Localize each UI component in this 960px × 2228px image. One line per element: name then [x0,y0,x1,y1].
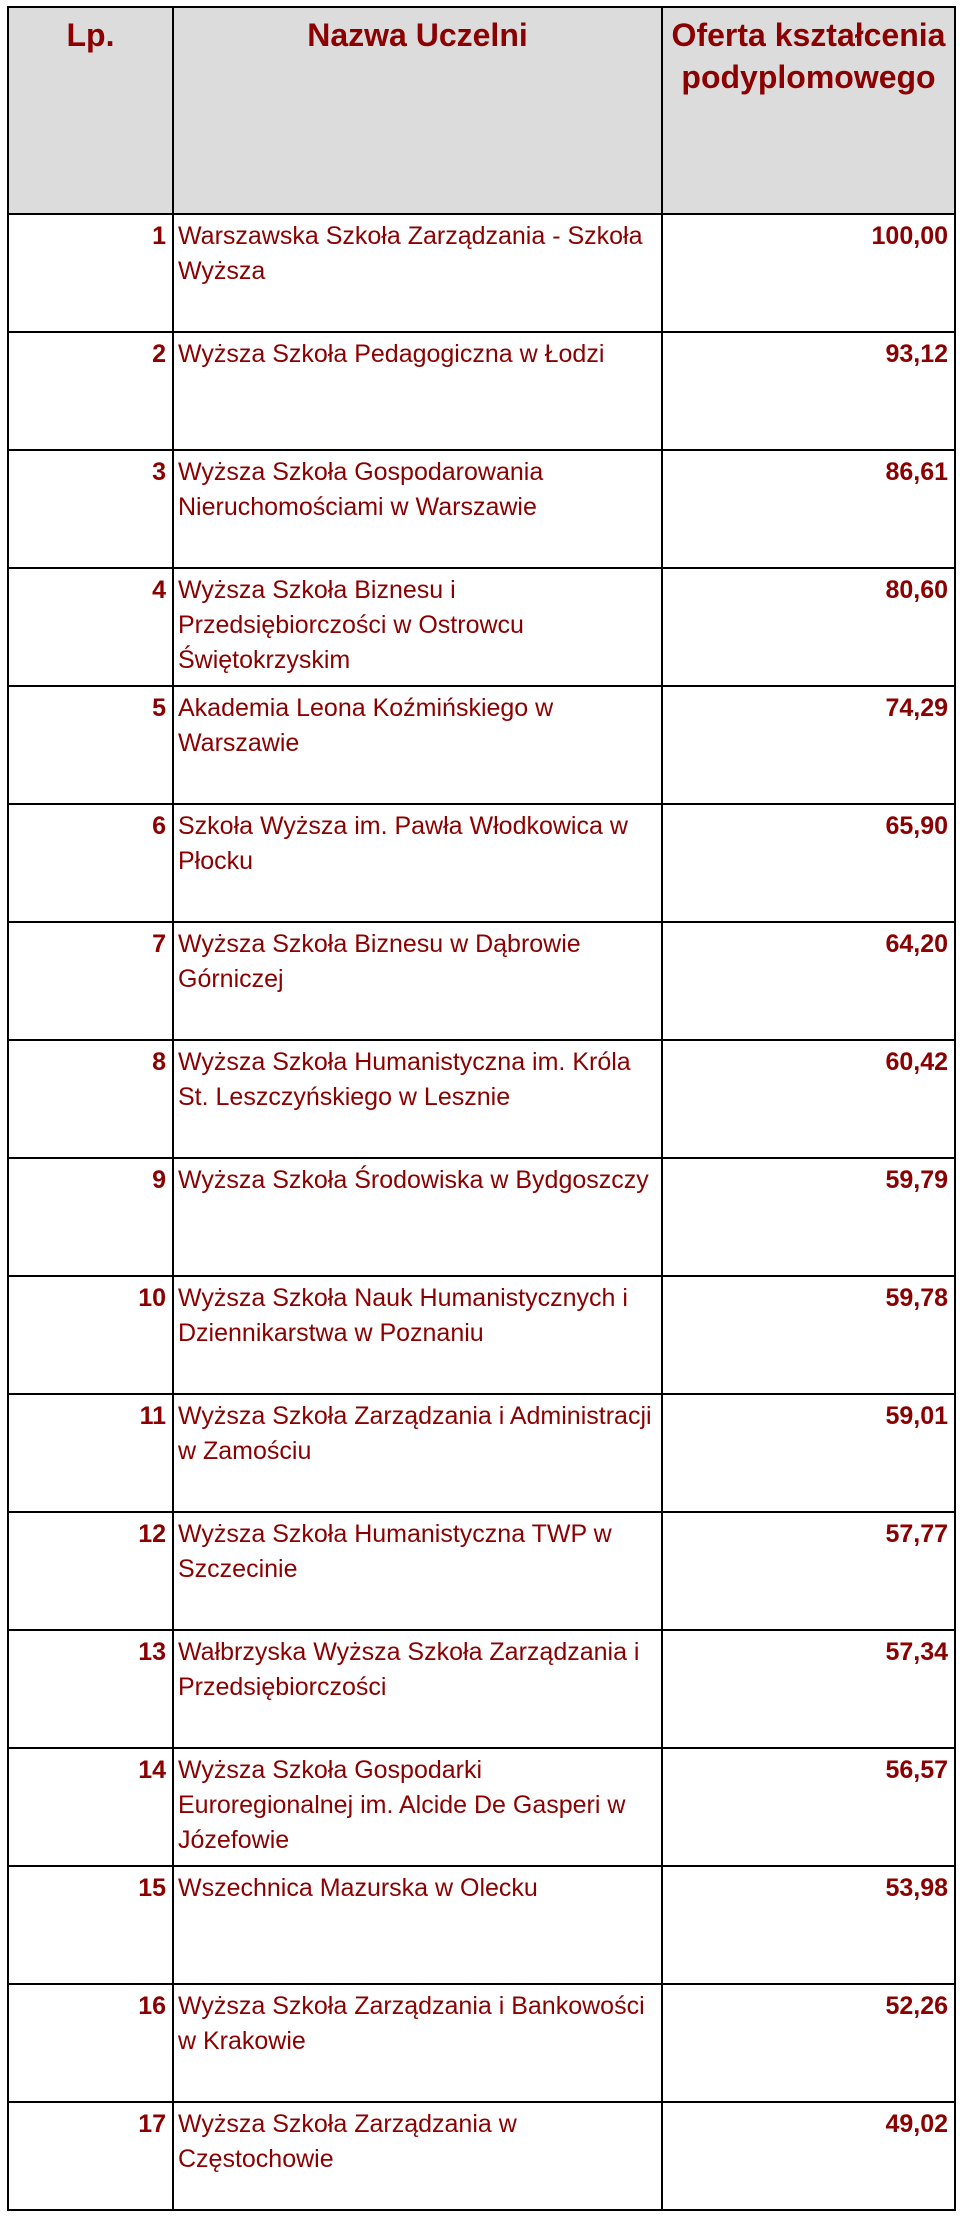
header-row [8,7,955,214]
ranking-table [7,6,956,2211]
row-score: 60,42 [662,1040,955,1158]
row-lp: 1 [8,214,173,332]
row-score: 49,02 [662,2102,955,2210]
row-score: 52,26 [662,1984,955,2102]
row-name: Wyższa Szkoła Nauk Humanistycznych i Dziennikarstwa w Poznaniu [173,1276,662,1394]
row-name: Wałbrzyska Wyższa Szkoła Zarządzania i Przedsiębiorczości [173,1630,662,1748]
row-lp: 5 [8,686,173,804]
row-name: Wszechnica Mazurska w Olecku [173,1866,662,1984]
table-row [8,1276,955,1394]
row-lp: 6 [8,804,173,922]
row-name: Wyższa Szkoła Gospodarowania Nieruchomościami w Warszawie [173,450,662,568]
header-name: Nazwa Uczelni [173,7,662,214]
row-score: 59,78 [662,1276,955,1394]
table-row [8,450,955,568]
row-name: Wyższa Szkoła Humanistyczna TWP w Szczecinie [173,1512,662,1630]
header-score: Oferta kształcenia podyplomowego [662,7,955,214]
row-name: Wyższa Szkoła Biznesu i Przedsiębiorczości w Ostrowcu Świętokrzyskim [173,568,662,686]
row-name: Wyższa Szkoła Zarządzania w Częstochowie [173,2102,662,2210]
row-lp: 14 [8,1748,173,1866]
row-score: 65,90 [662,804,955,922]
row-lp: 3 [8,450,173,568]
table-row [8,568,955,686]
table-row [8,804,955,922]
table-body [8,214,955,2210]
row-name: Wyższa Szkoła Biznesu w Dąbrowie Górniczej [173,922,662,1040]
row-name: Warszawska Szkoła Zarządzania - Szkoła Wyższa [173,214,662,332]
row-score: 100,00 [662,214,955,332]
row-score: 57,77 [662,1512,955,1630]
row-score: 59,01 [662,1394,955,1512]
table-row [8,922,955,1040]
table-row [8,1512,955,1630]
row-name: Wyższa Szkoła Zarządzania i Administracji w Zamościu [173,1394,662,1512]
table-row [8,1984,955,2102]
row-lp: 16 [8,1984,173,2102]
row-score: 57,34 [662,1630,955,1748]
row-score: 59,79 [662,1158,955,1276]
row-lp: 11 [8,1394,173,1512]
row-lp: 8 [8,1040,173,1158]
row-score: 74,29 [662,686,955,804]
table-header [8,7,955,214]
table-row [8,1748,955,1866]
row-name: Szkoła Wyższa im. Pawła Włodkowica w Płocku [173,804,662,922]
table-row [8,1040,955,1158]
header-lp: Lp. [8,7,173,214]
table-row [8,1630,955,1748]
row-lp: 7 [8,922,173,1040]
row-name: Wyższa Szkoła Pedagogiczna w Łodzi [173,332,662,450]
table-row [8,2102,955,2210]
row-score: 53,98 [662,1866,955,1984]
row-lp: 4 [8,568,173,686]
row-lp: 12 [8,1512,173,1630]
row-name: Akademia Leona Koźmińskiego w Warszawie [173,686,662,804]
row-name: Wyższa Szkoła Zarządzania i Bankowości w Krakowie [173,1984,662,2102]
row-score: 86,61 [662,450,955,568]
row-lp: 9 [8,1158,173,1276]
row-score: 80,60 [662,568,955,686]
table-row [8,1394,955,1512]
row-lp: 2 [8,332,173,450]
row-lp: 10 [8,1276,173,1394]
table-row [8,1866,955,1984]
row-name: Wyższa Szkoła Gospodarki Euroregionalnej im. Alcide De Gasperi w Józefowie [173,1748,662,1866]
table-row [8,686,955,804]
row-score: 56,57 [662,1748,955,1866]
row-lp: 17 [8,2102,173,2210]
row-lp: 13 [8,1630,173,1748]
row-name: Wyższa Szkoła Humanistyczna im. Króla St. Leszczyńskiego w Lesznie [173,1040,662,1158]
row-name: Wyższa Szkoła Środowiska w Bydgoszczy [173,1158,662,1276]
table-row [8,214,955,332]
row-score: 93,12 [662,332,955,450]
row-lp: 15 [8,1866,173,1984]
row-score: 64,20 [662,922,955,1040]
table-row [8,1158,955,1276]
table-row [8,332,955,450]
